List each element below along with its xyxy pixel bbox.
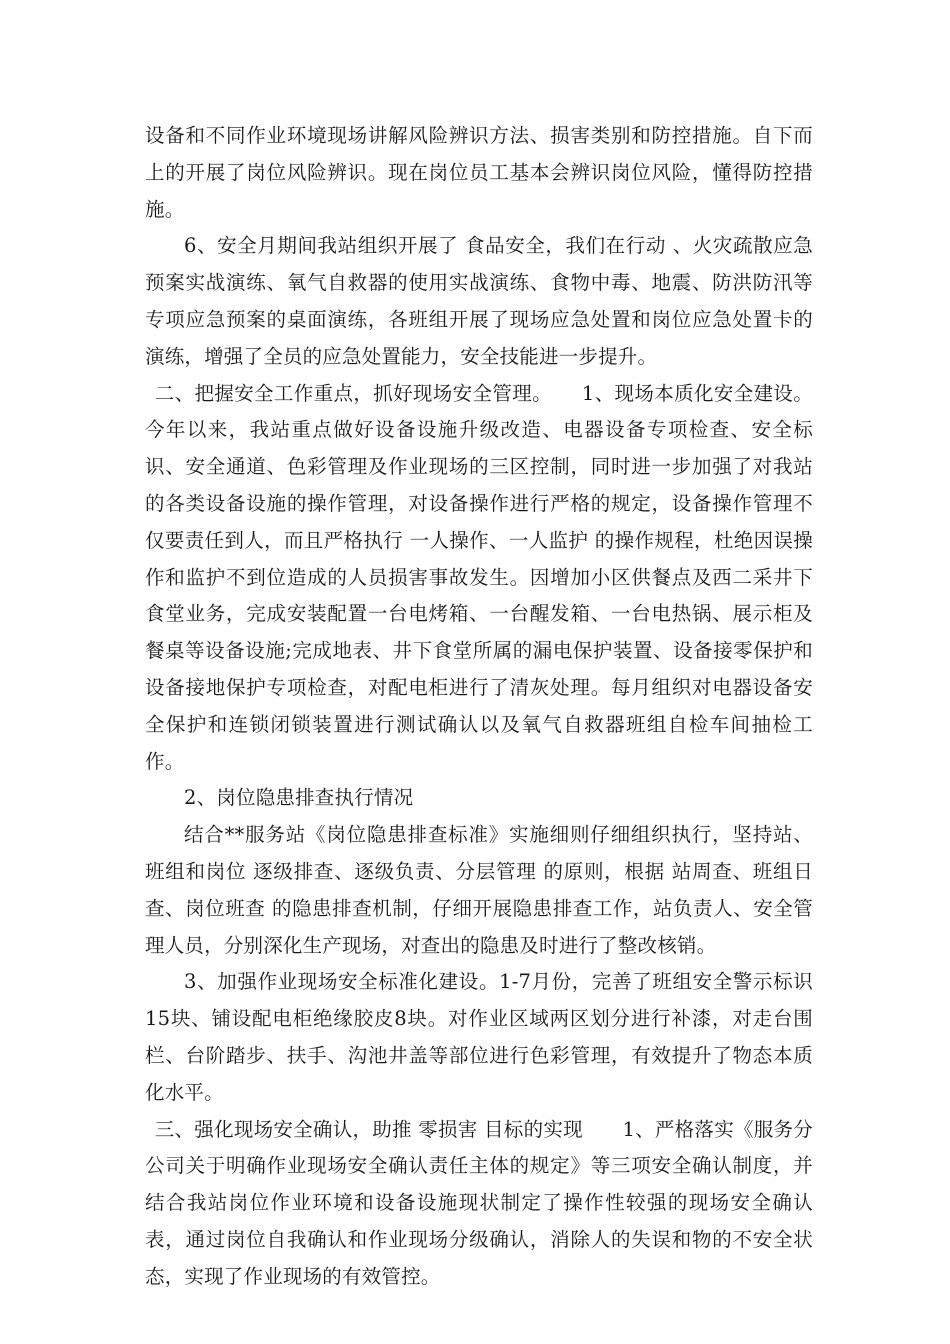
paragraph-hazard-inspection-body: 结合**服务站《岗位隐患排查标准》实施细则仔细组织执行，坚持站、班组和岗位 逐级排查、逐级负责、分层管理 的原则，根据 站周查、班组日查、岗位班查 的隐患排查机制，仔细开展隐患排查工作，站负责人、安全管理人员，分别深化生产现场，对查出的隐患及时进行了整改核销。 xyxy=(145,823,813,957)
paragraph-section-two-onsite-safety: 二、把握安全工作重点，抓好现场安全管理。 1、现场本质化安全建设。今年以来，我站重点做好设备设施升级改造、电器设备专项检查、安全标识、安全通道、色彩管理及作业现场的三区控制，同时进一步加强了对我站的各类设备设施的操作管理，对设备操作进行严格的规定，设备操作管理不仅要责任到人，而且严格执行 一人操作、一人监护 的操作规程，杜绝因误操作和监护不到位造成的人员损害事故发生。因增加小区供餐点及西二采井下食堂业务，完成安装配置一台电烤箱、一台醒发箱、一台电热锅、展示柜及餐桌等设备设施;完成地表、井下食堂所属的漏电保护装置、设备接零保护和设备接地保护专项检查，对配电柜进行了清灰处理。每月组织对电器设备安全保护和连锁闭锁装置进行测试确认以及氧气自救器班组自检车间抽检工作。 xyxy=(145,381,813,773)
paragraph-section-three-safety-confirmation: 三、强化现场安全确认，助推 零损害 目标的实现 1、严格落实《服务分公司关于明确作业现场安全确认责任主体的规定》等三项安全确认制度，并结合我站岗位作业环境和设备设施现状制定了操作性较强的现场安全确认表，通过岗位自我确认和作业现场分级确认，消除人的失误和物的不安全状态，实现了作业现场的有效管控。 xyxy=(145,1117,813,1288)
document-body xyxy=(145,118,813,1296)
paragraph-risk-identification: 设备和不同作业环境现场讲解风险辨识方法、损害类别和防控措施。自下而上的开展了岗位风险辨识。现在岗位员工基本会辨识岗位风险，懂得防控措施。 xyxy=(145,124,813,221)
paragraph-emergency-drills: 6、安全月期间我站组织开展了 食品安全，我们在行动 、火灾疏散应急预案实战演练、氧气自救器的使用实战演练、食物中毒、地震、防洪防汛等专项应急预案的桌面演练，各班组开展了现场应急处置和岗位应急处置卡的演练，增强了全员的应急处置能力，安全技能进一步提升。 xyxy=(145,234,813,368)
paragraph-standardization: 3、加强作业现场安全标准化建设。1-7月份，完善了班组安全警示标识15块、铺设配电柜绝缘胶皮8块。对作业区域两区划分进行补漆，对走台围栏、台阶踏步、扶手、沟池井盖等部位进行色彩管理，有效提升了物态本质化水平。 xyxy=(145,970,813,1104)
paragraph-hazard-inspection-heading: 2、岗位隐患排查执行情况 xyxy=(184,786,414,810)
